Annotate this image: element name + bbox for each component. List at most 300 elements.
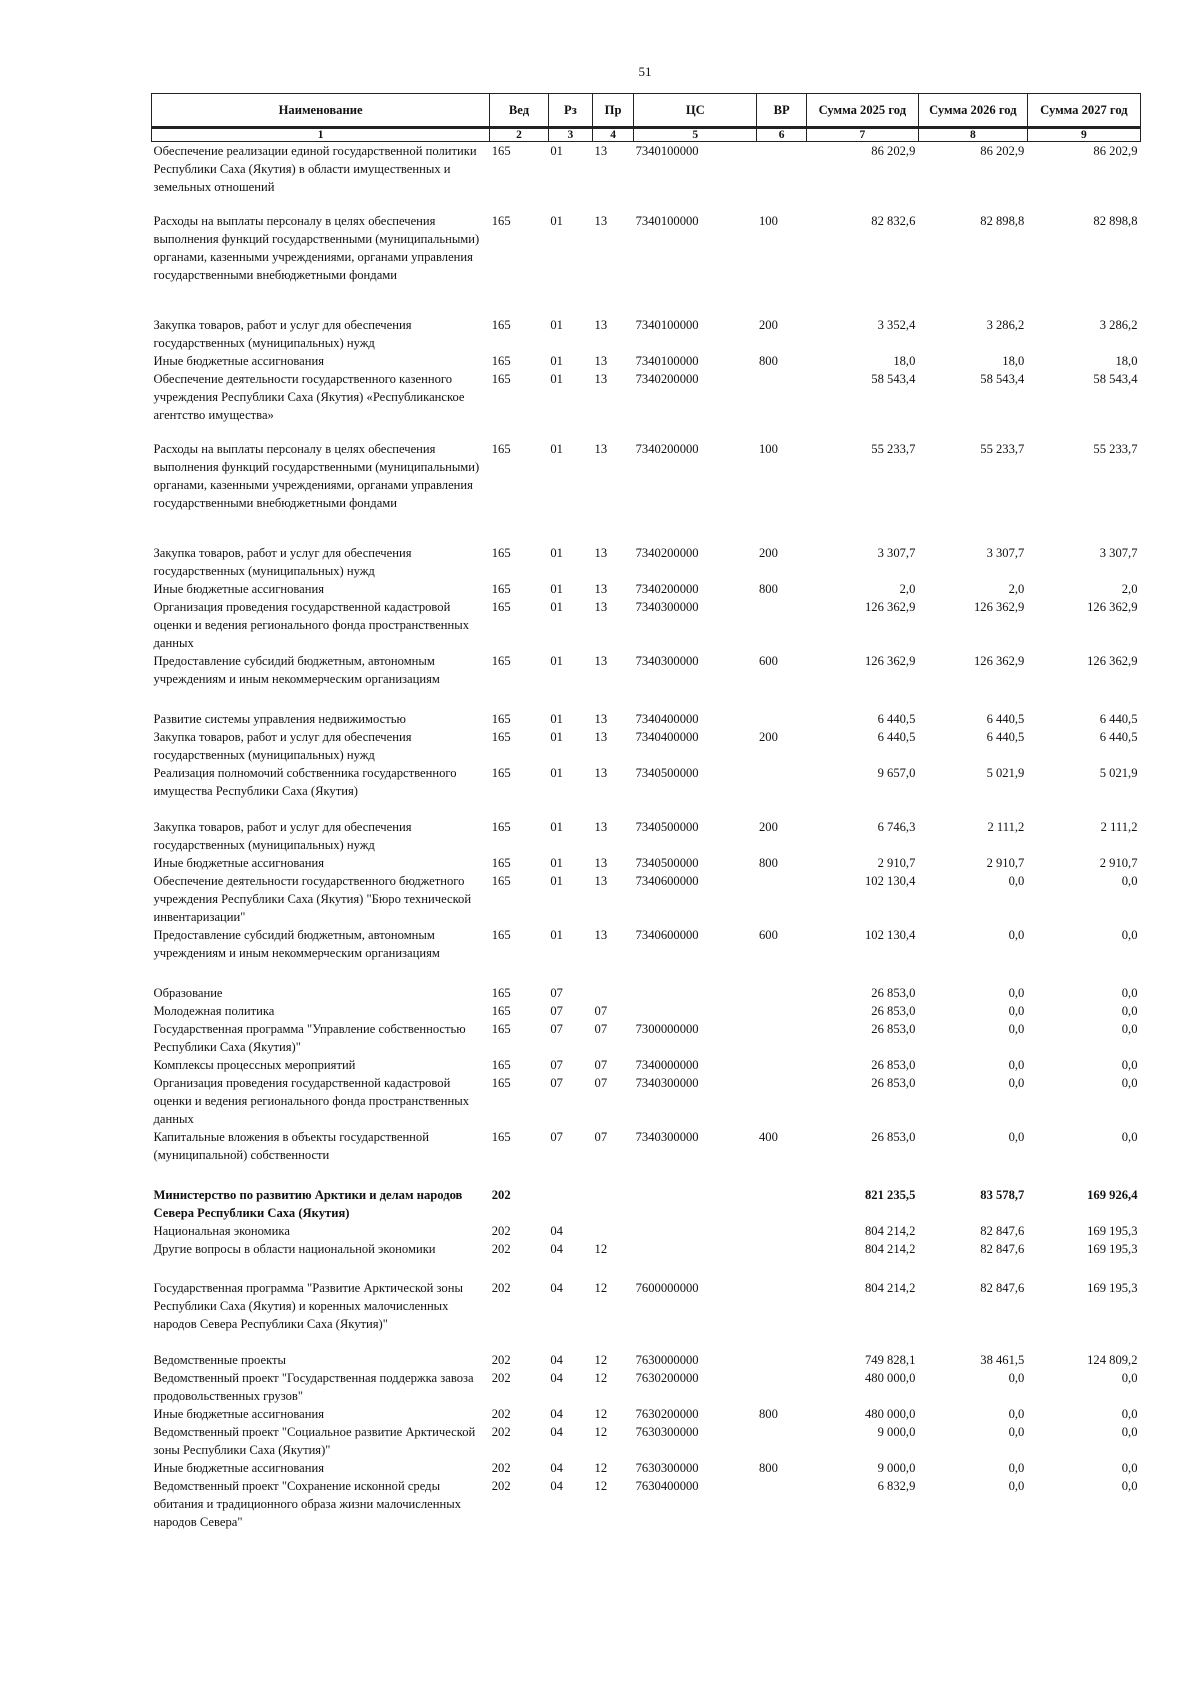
row-sum-2027: 58 543,4: [1093, 371, 1138, 386]
row-cs: 7340500000: [635, 855, 699, 870]
row-sum-2025: 480 000,0: [865, 1370, 916, 1385]
row-vr: [757, 1351, 806, 1369]
row-cs: 7340500000: [635, 765, 699, 780]
row-pr: 07: [594, 1075, 608, 1090]
row-sum-2027: 0,0: [1121, 1021, 1138, 1036]
row-cs: 7340000000: [635, 1057, 699, 1072]
row-name: Закупка товаров, работ и услуг для обеспечения государственных (муниципальных) нужд: [153, 729, 412, 762]
row-pr: 13: [594, 371, 608, 386]
row-pr: 13: [594, 927, 608, 942]
row-rz: 07: [550, 985, 563, 1000]
row-sum-2027: 0,0: [1121, 1460, 1138, 1475]
row-sum-2026: 82 847,6: [980, 1280, 1025, 1295]
row-pr: 13: [594, 819, 608, 834]
row-rz: 01: [550, 353, 563, 368]
row-sum-2027: 0,0: [1121, 985, 1138, 1000]
row-ved: 202: [491, 1406, 511, 1421]
row-vr: [757, 1056, 806, 1074]
row-vr: 800: [758, 1460, 778, 1475]
row-pr: 07: [594, 1021, 608, 1036]
row-cs: 7340200000: [635, 441, 699, 456]
row-sum-2025: 804 214,2: [865, 1280, 916, 1295]
row-vr: [757, 1477, 806, 1531]
column-number: 8: [918, 128, 1027, 142]
row-ved: 165: [491, 1003, 511, 1018]
row-cs: 7300000000: [635, 1021, 699, 1036]
row-name: Организация проведения государственной кадастровой оценки и ведения регионального фонда пространственных данных: [153, 599, 470, 650]
row-sum-2027: 0,0: [1121, 1057, 1138, 1072]
row-cs: [634, 1186, 757, 1222]
row-pr: 13: [594, 353, 608, 368]
column-number: 4: [593, 128, 634, 142]
row-sum-2027: 0,0: [1121, 1129, 1138, 1144]
table-row: [152, 1351, 1141, 1369]
table-row: [152, 598, 1141, 652]
row-ved: 202: [491, 1280, 511, 1295]
header-rz: Рз: [548, 94, 592, 128]
header-sum-2025: Сумма 2025 год: [806, 94, 918, 128]
row-vr: [757, 1423, 806, 1459]
row-ved: 202: [491, 1478, 511, 1493]
row-ved: 165: [491, 927, 511, 942]
row-sum-2027: 86 202,9: [1093, 144, 1138, 158]
row-name: Ведомственный проект "Сохранение исконной среды обитания и традиционного образа жизни малочисленных народов Севера": [153, 1478, 462, 1529]
row-cs: 7340600000: [635, 927, 699, 942]
row-cs: [634, 1002, 757, 1020]
column-number-row: [152, 128, 1141, 142]
page-number: 51: [638, 64, 652, 79]
row-sum-2025: 9 000,0: [877, 1460, 916, 1475]
table-row: [152, 710, 1141, 728]
row-vr: 800: [758, 353, 778, 368]
row-vr: 600: [758, 653, 778, 668]
column-number: 1: [152, 128, 490, 142]
row-sum-2027: 2 111,2: [1100, 819, 1138, 834]
column-number: 3: [548, 128, 592, 142]
row-ved: 165: [491, 1057, 511, 1072]
header-sum-2027: Сумма 2027 год: [1027, 94, 1140, 128]
row-pr: 12: [594, 1460, 608, 1475]
row-pr: 12: [594, 1478, 608, 1493]
row-name: Национальная экономика: [153, 1223, 290, 1238]
row-pr: 12: [594, 1406, 608, 1421]
row-pr: 13: [594, 653, 608, 668]
row-pr: 07: [594, 1003, 608, 1018]
row-sum-2027: 0,0: [1121, 927, 1138, 942]
row-name: Другие вопросы в области национальной экономики: [153, 1241, 436, 1256]
row-vr: [757, 1020, 806, 1056]
table-row: [152, 1074, 1141, 1128]
row-rz: 01: [550, 371, 563, 386]
row-vr: [757, 984, 806, 1002]
row-name: Ведомственные проекты: [153, 1352, 286, 1367]
row-sum-2026: 0,0: [1008, 873, 1025, 888]
row-sum-2026: 18,0: [1002, 353, 1025, 368]
row-pr: 13: [594, 711, 608, 726]
row-sum-2025: 821 235,5: [865, 1187, 916, 1202]
row-sum-2025: 86 202,9: [871, 144, 916, 158]
row-sum-2025: 480 000,0: [865, 1406, 916, 1421]
row-sum-2027: 169 926,4: [1087, 1187, 1138, 1202]
row-ved: 165: [491, 213, 511, 228]
row-pr: 12: [594, 1241, 608, 1256]
row-sum-2025: 26 853,0: [871, 1129, 916, 1144]
row-name: Предоставление субсидий бюджетным, автономным учреждениям и иным некоммерческим организациям: [153, 653, 440, 686]
row-ved: 165: [491, 317, 511, 332]
row-cs: 7340100000: [635, 317, 699, 332]
row-name: Образование: [153, 985, 223, 1000]
header-cs: ЦС: [634, 94, 757, 128]
row-name: Молодежная политика: [153, 1003, 275, 1018]
row-sum-2025: 82 832,6: [871, 213, 916, 228]
row-sum-2026: 0,0: [1008, 1075, 1025, 1090]
row-sum-2025: 3 352,4: [877, 317, 916, 332]
row-rz: 04: [550, 1241, 563, 1256]
column-number: 9: [1027, 128, 1140, 142]
row-sum-2026: 6 440,5: [986, 711, 1025, 726]
row-name: Организация проведения государственной кадастровой оценки и ведения регионального фонда пространственных данных: [153, 1075, 470, 1126]
row-name: Закупка товаров, работ и услуг для обеспечения государственных (муниципальных) нужд: [153, 317, 412, 350]
row-sum-2027: 124 809,2: [1087, 1352, 1138, 1367]
row-sum-2025: 126 362,9: [865, 599, 916, 614]
row-vr: [757, 142, 806, 212]
row-ved: 165: [491, 144, 511, 158]
row-sum-2027: 82 898,8: [1093, 213, 1138, 228]
table-row: [152, 926, 1141, 984]
row-sum-2025: 26 853,0: [871, 985, 916, 1000]
row-rz: 01: [550, 873, 563, 888]
row-pr: [593, 1186, 634, 1222]
table-row: [152, 1279, 1141, 1351]
row-sum-2027: 126 362,9: [1087, 653, 1138, 668]
row-sum-2026: 38 461,5: [980, 1352, 1025, 1367]
row-pr: 13: [594, 599, 608, 614]
row-vr: 100: [758, 441, 778, 456]
row-name: Иные бюджетные ассигнования: [153, 1406, 325, 1421]
row-rz: 01: [550, 653, 563, 668]
row-name: Иные бюджетные ассигнования: [153, 1460, 325, 1475]
row-ved: 165: [491, 581, 511, 596]
row-ved: 165: [491, 353, 511, 368]
row-rz: 04: [550, 1280, 563, 1295]
row-ved: 165: [491, 765, 511, 780]
row-sum-2027: 0,0: [1121, 1478, 1138, 1493]
row-cs: 7630200000: [635, 1370, 699, 1385]
column-number: 6: [757, 128, 806, 142]
row-cs: 7340300000: [635, 599, 699, 614]
table-row: [152, 580, 1141, 598]
row-sum-2027: 2,0: [1121, 581, 1138, 596]
row-name: Обеспечение реализации единой государственной политики Республики Саха (Якутия) в области имущественных и земельных отношений: [153, 144, 477, 194]
table-row: [152, 1186, 1141, 1222]
row-sum-2026: 6 440,5: [986, 729, 1025, 744]
row-sum-2027: 126 362,9: [1087, 599, 1138, 614]
row-sum-2026: 126 362,9: [973, 653, 1025, 668]
row-rz: 04: [550, 1424, 563, 1439]
row-name: Предоставление субсидий бюджетным, автономным учреждениям и иным некоммерческим организациям: [153, 927, 440, 960]
row-sum-2025: 6 746,3: [877, 819, 916, 834]
row-ved: 165: [491, 1075, 511, 1090]
row-ved: 165: [491, 855, 511, 870]
row-ved: 165: [491, 729, 511, 744]
row-pr: 13: [594, 855, 608, 870]
row-sum-2025: 26 853,0: [871, 1003, 916, 1018]
table-row: [152, 1477, 1141, 1531]
row-sum-2025: 9 657,0: [877, 765, 916, 780]
row-pr: 07: [594, 1057, 608, 1072]
table-row: [152, 1240, 1141, 1279]
row-sum-2026: 5 021,9: [986, 765, 1025, 780]
row-vr: 400: [758, 1129, 778, 1144]
table-row: [152, 1222, 1141, 1240]
row-rz: 01: [550, 765, 563, 780]
row-vr: [757, 370, 806, 440]
row-name: Ведомственный проект "Социальное развитие Арктической зоны Республики Саха (Якутия)": [153, 1424, 476, 1457]
row-sum-2027: 5 021,9: [1099, 765, 1138, 780]
row-cs: 7340300000: [635, 1129, 699, 1144]
row-name: Министерство по развитию Арктики и делам народов Севера Республики Саха (Якутия): [153, 1187, 463, 1220]
row-pr: 13: [594, 729, 608, 744]
row-vr: 200: [758, 729, 778, 744]
row-name: Государственная программа "Развитие Арктической зоны Республики Саха (Якутия) и коренных малочисленных народов Севера Республики Саха (Якутия)": [153, 1280, 463, 1331]
row-cs: 7630200000: [635, 1406, 699, 1421]
row-pr: [593, 984, 634, 1002]
row-sum-2027: 0,0: [1121, 1003, 1138, 1018]
row-rz: 04: [550, 1223, 563, 1238]
row-cs: 7340200000: [635, 581, 699, 596]
row-vr: [757, 710, 806, 728]
row-name: Закупка товаров, работ и услуг для обеспечения государственных (муниципальных) нужд: [153, 819, 412, 852]
row-rz: 07: [550, 1075, 563, 1090]
table-row: [152, 984, 1141, 1002]
row-rz: 07: [550, 1129, 563, 1144]
row-rz: 04: [550, 1460, 563, 1475]
row-sum-2026: 0,0: [1008, 985, 1025, 1000]
table-row: [152, 212, 1141, 316]
row-vr: 100: [758, 213, 778, 228]
row-rz: 01: [550, 213, 563, 228]
row-cs: 7630300000: [635, 1424, 699, 1439]
row-vr: [757, 1074, 806, 1128]
row-sum-2026: 0,0: [1008, 1478, 1025, 1493]
row-sum-2026: 58 543,4: [980, 371, 1025, 386]
row-rz: 01: [550, 599, 563, 614]
row-sum-2026: 0,0: [1008, 927, 1025, 942]
row-sum-2026: 82 847,6: [980, 1241, 1025, 1256]
row-sum-2027: 6 440,5: [1099, 729, 1138, 744]
table-row: [152, 728, 1141, 764]
row-vr: 800: [758, 1406, 778, 1421]
row-vr: 200: [758, 317, 778, 332]
row-pr: 13: [594, 581, 608, 596]
row-sum-2025: 18,0: [893, 353, 916, 368]
table-row: [152, 1020, 1141, 1056]
row-rz: 04: [550, 1370, 563, 1385]
row-name: Иные бюджетные ассигнования: [153, 855, 325, 870]
row-rz: 01: [550, 441, 563, 456]
row-cs: [634, 1222, 757, 1240]
row-sum-2026: 2 910,7: [986, 855, 1025, 870]
row-cs: 7340200000: [635, 545, 699, 560]
row-sum-2026: 82 847,6: [980, 1223, 1025, 1238]
row-vr: [757, 1369, 806, 1405]
row-sum-2025: 6 832,9: [877, 1478, 916, 1493]
row-rz: 07: [550, 1003, 563, 1018]
header-pr: Пр: [593, 94, 634, 128]
header-vr: ВР: [757, 94, 806, 128]
table-row: [152, 872, 1141, 926]
row-sum-2027: 2 910,7: [1099, 855, 1138, 870]
row-sum-2026: 3 307,7: [986, 545, 1025, 560]
row-ved: 165: [491, 545, 511, 560]
row-cs: 7340100000: [635, 353, 699, 368]
row-vr: [757, 1186, 806, 1222]
row-pr: 12: [594, 1352, 608, 1367]
row-ved: 165: [491, 873, 511, 888]
row-cs: 7340600000: [635, 873, 699, 888]
row-name: Иные бюджетные ассигнования: [153, 353, 325, 368]
row-ved: 165: [491, 653, 511, 668]
table-row: [152, 544, 1141, 580]
row-cs: 7630400000: [635, 1478, 699, 1493]
row-sum-2025: 6 440,5: [877, 729, 916, 744]
row-vr: [757, 872, 806, 926]
row-sum-2026: 0,0: [1008, 1129, 1025, 1144]
row-sum-2026: 0,0: [1008, 1057, 1025, 1072]
row-name: Реализация полномочий собственника государственного имущества Республики Саха (Якутия): [153, 765, 457, 798]
row-sum-2026: 55 233,7: [980, 441, 1025, 456]
row-sum-2025: 102 130,4: [865, 927, 916, 942]
row-sum-2025: 804 214,2: [865, 1223, 916, 1238]
row-sum-2025: 26 853,0: [871, 1057, 916, 1072]
row-name: Обеспечение деятельности государственного бюджетного учреждения Республики Саха (Якутия) "Бюро технической инвентаризации": [153, 873, 472, 924]
row-vr: 200: [758, 545, 778, 560]
table-row: [152, 764, 1141, 818]
row-cs: [634, 1240, 757, 1279]
row-rz: 01: [550, 855, 563, 870]
row-pr: [593, 1222, 634, 1240]
row-rz: 01: [550, 927, 563, 942]
row-name: Закупка товаров, работ и услуг для обеспечения государственных (муниципальных) нужд: [153, 545, 412, 578]
row-sum-2025: 26 853,0: [871, 1075, 916, 1090]
row-pr: 13: [594, 317, 608, 332]
row-rz: 01: [550, 819, 563, 834]
table-body: [152, 142, 1141, 1531]
row-sum-2026: 0,0: [1008, 1021, 1025, 1036]
row-ved: 202: [491, 1241, 511, 1256]
row-name: Иные бюджетные ассигнования: [153, 581, 325, 596]
row-rz: 01: [550, 317, 563, 332]
row-sum-2025: 2 910,7: [877, 855, 916, 870]
row-sum-2025: 2,0: [899, 581, 916, 596]
row-cs: 7630000000: [635, 1352, 699, 1367]
row-rz: [548, 1186, 592, 1222]
row-sum-2026: 0,0: [1008, 1003, 1025, 1018]
row-sum-2025: 6 440,5: [877, 711, 916, 726]
row-vr: [757, 1002, 806, 1020]
row-ved: 165: [491, 599, 511, 614]
row-cs: 7630300000: [635, 1460, 699, 1475]
row-sum-2027: 0,0: [1121, 1406, 1138, 1421]
table-row: [152, 818, 1141, 854]
row-pr: 07: [594, 1129, 608, 1144]
table-row: [152, 1423, 1141, 1459]
row-cs: 7600000000: [635, 1280, 699, 1295]
row-sum-2025: 26 853,0: [871, 1021, 916, 1036]
row-cs: 7340300000: [635, 1075, 699, 1090]
row-ved: 202: [491, 1424, 511, 1439]
row-sum-2025: 55 233,7: [871, 441, 916, 456]
row-vr: [757, 598, 806, 652]
row-ved: 202: [491, 1370, 511, 1385]
row-sum-2027: 169 195,3: [1087, 1280, 1138, 1295]
row-sum-2025: 58 543,4: [871, 371, 916, 386]
table-row: [152, 1056, 1141, 1074]
row-ved: 202: [491, 1187, 511, 1202]
row-sum-2027: 0,0: [1121, 1075, 1138, 1090]
row-ved: 165: [491, 1021, 511, 1036]
row-ved: 165: [491, 441, 511, 456]
row-rz: 07: [550, 1057, 563, 1072]
row-cs: 7340500000: [635, 819, 699, 834]
row-pr: 12: [594, 1280, 608, 1295]
row-pr: 12: [594, 1370, 608, 1385]
budget-table: [151, 93, 1141, 1531]
row-sum-2026: 0,0: [1008, 1424, 1025, 1439]
row-sum-2027: 169 195,3: [1087, 1241, 1138, 1256]
row-rz: 01: [550, 545, 563, 560]
table-row: [152, 352, 1141, 370]
table-row: [152, 142, 1141, 212]
row-sum-2026: 0,0: [1008, 1370, 1025, 1385]
row-vr: 600: [758, 927, 778, 942]
row-vr: [757, 764, 806, 818]
row-sum-2026: 83 578,7: [980, 1187, 1025, 1202]
table-row: [152, 440, 1141, 544]
column-number: 7: [806, 128, 918, 142]
row-cs: 7340400000: [635, 729, 699, 744]
row-rz: 01: [550, 144, 563, 158]
row-vr: [757, 1222, 806, 1240]
row-ved: 165: [491, 371, 511, 386]
row-sum-2025: 126 362,9: [865, 653, 916, 668]
row-pr: 13: [594, 873, 608, 888]
row-rz: 01: [550, 581, 563, 596]
row-sum-2026: 126 362,9: [973, 599, 1025, 614]
row-vr: [757, 1240, 806, 1279]
row-cs: [634, 984, 757, 1002]
row-rz: 07: [550, 1021, 563, 1036]
row-sum-2025: 804 214,2: [865, 1241, 916, 1256]
row-sum-2026: 0,0: [1008, 1406, 1025, 1421]
header-row: [152, 94, 1141, 128]
table-row: [152, 1459, 1141, 1477]
row-rz: 04: [550, 1406, 563, 1421]
table-row: [152, 1128, 1141, 1186]
row-name: Государственная программа "Управление собственностью Республики Саха (Якутия)": [153, 1021, 466, 1054]
row-sum-2026: 86 202,9: [980, 144, 1025, 158]
row-vr: [757, 1279, 806, 1351]
row-cs: 7340100000: [635, 144, 699, 158]
row-ved: 165: [491, 1129, 511, 1144]
row-rz: 04: [550, 1478, 563, 1493]
row-ved: 202: [491, 1460, 511, 1475]
column-number: 5: [634, 128, 757, 142]
row-name: Расходы на выплаты персоналу в целях обеспечения выполнения функций государственными (муниципальными) органами, казенными учреждениями, органами управления государственными внебюджетными фондами: [153, 213, 480, 282]
row-sum-2025: 9 000,0: [877, 1424, 916, 1439]
row-sum-2027: 55 233,7: [1093, 441, 1138, 456]
row-name: Расходы на выплаты персоналу в целях обеспечения выполнения функций государственными (муниципальными) органами, казенными учреждениями, органами управления государственными внебюджетными фондами: [153, 441, 480, 510]
